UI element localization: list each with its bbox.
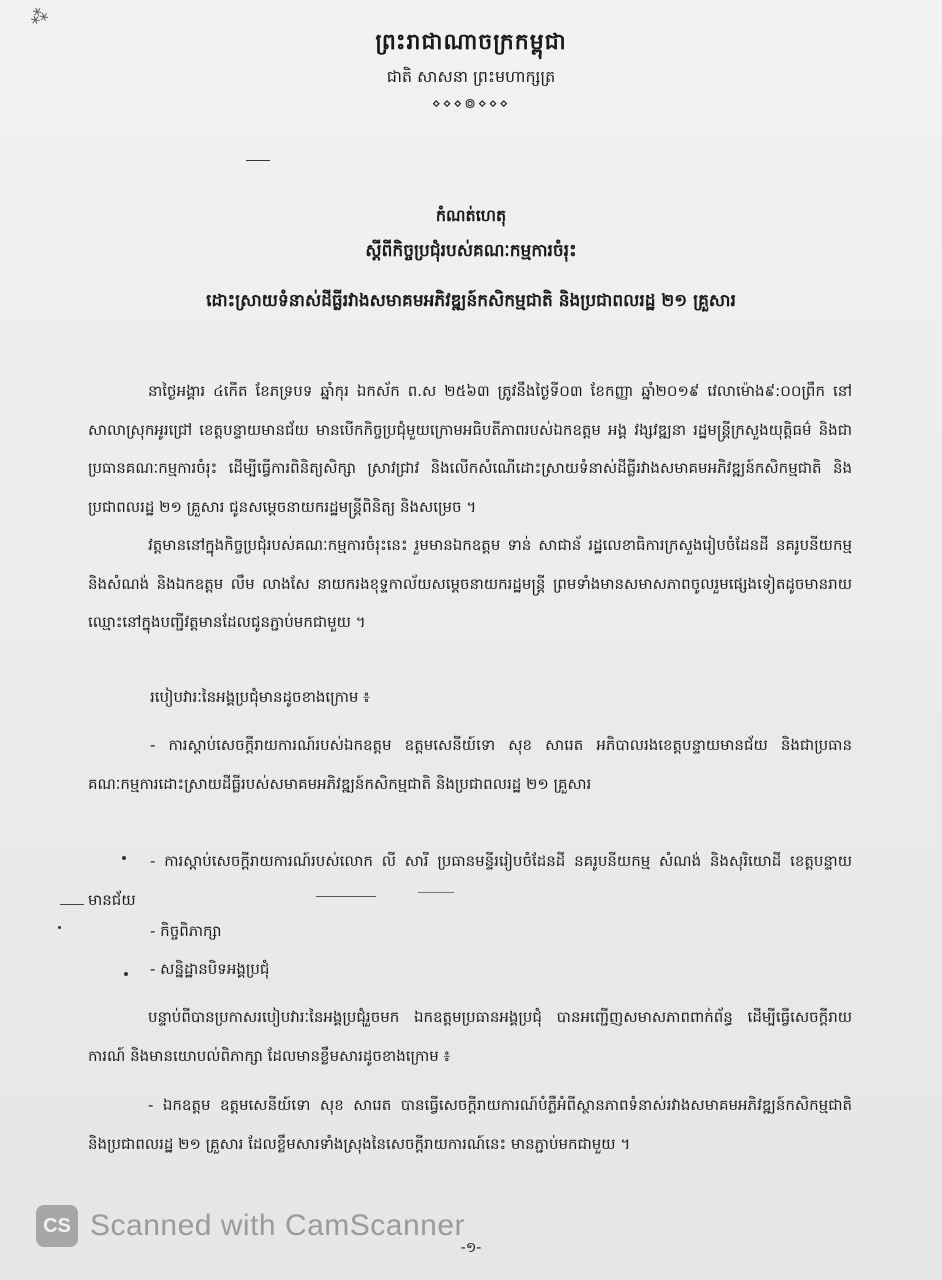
- paragraph-agenda-announced: បន្ទាប់ពីបានប្រកាសរបៀបវារៈនៃអង្គប្រជុំរួចមក ឯកឧត្តមប្រធានអង្គប្រជុំ បានអញ្ជើញសមាសភាពពាក់ព័ន្ធ ដើម្បីធ្វើសេចក្តីរាយការណ៍ និងមានយោបល់ពិភាក្សា ដែលមានខ្លឹមសារដូចខាងក្រោម ៖: [88, 1008, 852, 1065]
- paragraph-attendance: វត្តមាននៅក្នុងកិច្ចប្រជុំរបស់គណៈកម្មការចំរុះនេះ រួមមានឯកឧត្តម ទាន់ សាជាន័ រដ្ឋលេខាធិការក្រសួងរៀបចំដែនដី នគរូបនីយកម្ម និងសំណង់ និងឯកឧត្តម លឹម លាងសែ នាយករងខុទ្ទកាល័យសម្តេចនាយករដ្ឋមន្ត្រី ព្រមទាំងមានសមាសភាពចូលរួមផ្សេងទៀតដូចមានរាយឈ្មោះនៅក្នុងបញ្ជីវត្តមានដែលជូនភ្ជាប់មកជាមួយ ។: [88, 536, 852, 631]
- agenda-heading: របៀបវារៈនៃអង្គប្រជុំមានដូចខាងក្រោម ៖: [150, 688, 370, 706]
- speck-mark: [58, 926, 61, 929]
- underline-stroke: [316, 896, 376, 897]
- page-number: -១-: [460, 1240, 482, 1256]
- document-type-title: កំណត់ហេតុ: [435, 206, 507, 225]
- national-motto: ជាតិ សាសនា ព្រះមហាក្សត្រ: [386, 67, 556, 86]
- agenda-item-conclusion: - សន្និដ្ឋានបិទអង្គប្រជុំ: [150, 960, 270, 978]
- kingdom-heading: ព្រះរាជាណាចក្រកម្ពុជា: [375, 30, 567, 55]
- document-subject-title: ស្តីពីកិច្ចប្រជុំរបស់គណៈកម្មការចំរុះ: [365, 241, 577, 261]
- ornament-symbol: ៙: [464, 96, 478, 112]
- agenda-item-report-deputy-governor: - ការស្តាប់សេចក្តីរាយការណ៍របស់ឯកឧត្តម ឧត្តមសេនីយ៍ទោ សុខ សារេត អភិបាលរងខេត្តបន្ទាយមានជ័យ និងជាប្រធានគណៈកម្មការដោះស្រាយដីធ្លីរបស់សមាគមអភិវឌ្ឍន៍កសិកម្មជាតិ និងប្រជាពលរដ្ឋ ២១ គ្រួសារ: [88, 736, 852, 793]
- short-rule: [246, 160, 270, 161]
- agenda-item-discussion: - កិច្ចពិភាក្សា: [150, 922, 222, 940]
- underline-stroke: [418, 892, 454, 893]
- ink-scribble-icon: ⁂: [26, 3, 52, 30]
- watermark-text: Scanned with CamScanner: [90, 1209, 466, 1242]
- document-subject-detail: ដោះស្រាយទំនាស់ដីធ្លីរវាងសមាគមអភិវឌ្ឍន៍កសិកម្មជាតិ និងប្រជាពលរដ្ឋ ២១ គ្រួសារ: [206, 291, 736, 311]
- camscanner-logo-icon: CS: [36, 1205, 78, 1247]
- paragraph-meeting-opening: នាថ្ងៃអង្គារ ៤កើត ខែភទ្របទ ឆ្នាំកុរ ឯកស័ក ព.ស ២៥៦៣ ត្រូវនឹងថ្ងៃទី០៣ ខែកញ្ញា ឆ្នាំ២០១៩ វេលាម៉ោង៩:០០ព្រឹក នៅសាលាស្រុកអូរជ្រៅ ខេត្តបន្ទាយមានជ័យ មានបើកកិច្ចប្រជុំមួយក្រោមអធិបតីភាពរបស់ឯកឧត្តម អង្គ វង្សវឌ្ឍនា រដ្ឋមន្ត្រីក្រសួងយុត្តិធម៌ និងជាប្រធានគណៈកម្មការចំរុះ ដើម្បីធ្វើការពិនិត្យសិក្សា ស្រាវជ្រាវ និងលើកសំណើដោះស្រាយទំនាស់ដីធ្លីរវាងសមាគមអភិវឌ្ឍន៍កសិកម្មជាតិ និងប្រជាពលរដ្ឋ ២១ គ្រួសារ ជូនសម្តេចនាយករដ្ឋមន្ត្រីពិនិត្យ និងសម្រេច ។: [88, 382, 852, 516]
- speck-mark: [124, 972, 128, 976]
- paragraph-report-summary: - ឯកឧត្តម ឧត្តមសេនីយ៍ទោ សុខ សារេត បានធ្វើសេចក្តីរាយការណ៍បំភ្លឺអំពីស្ថានភាពទំនាស់រវាងសមាគមអភិវឌ្ឍន៍កសិកម្មជាតិ និងប្រជាពលរដ្ឋ ២១ គ្រួសារ ដែលខ្លឹមសារទាំងស្រុងនៃសេចក្តីរាយការណ៍នេះ មានភ្ជាប់មកជាមួយ ។: [88, 1096, 852, 1153]
- margin-rule: [60, 904, 84, 905]
- ornament-divider-icon: ⋄⋄⋄៙⋄⋄⋄: [431, 96, 511, 112]
- agenda-item-report-land-department: - ការស្តាប់សេចក្តីរាយការណ៍របស់លោក លី សារី ប្រធានមន្ទីររៀបចំដែនដី នគរូបនីយកម្ម សំណង់ និងសុរិយោដី ខេត្តបន្ទាយមានជ័យ: [88, 852, 852, 909]
